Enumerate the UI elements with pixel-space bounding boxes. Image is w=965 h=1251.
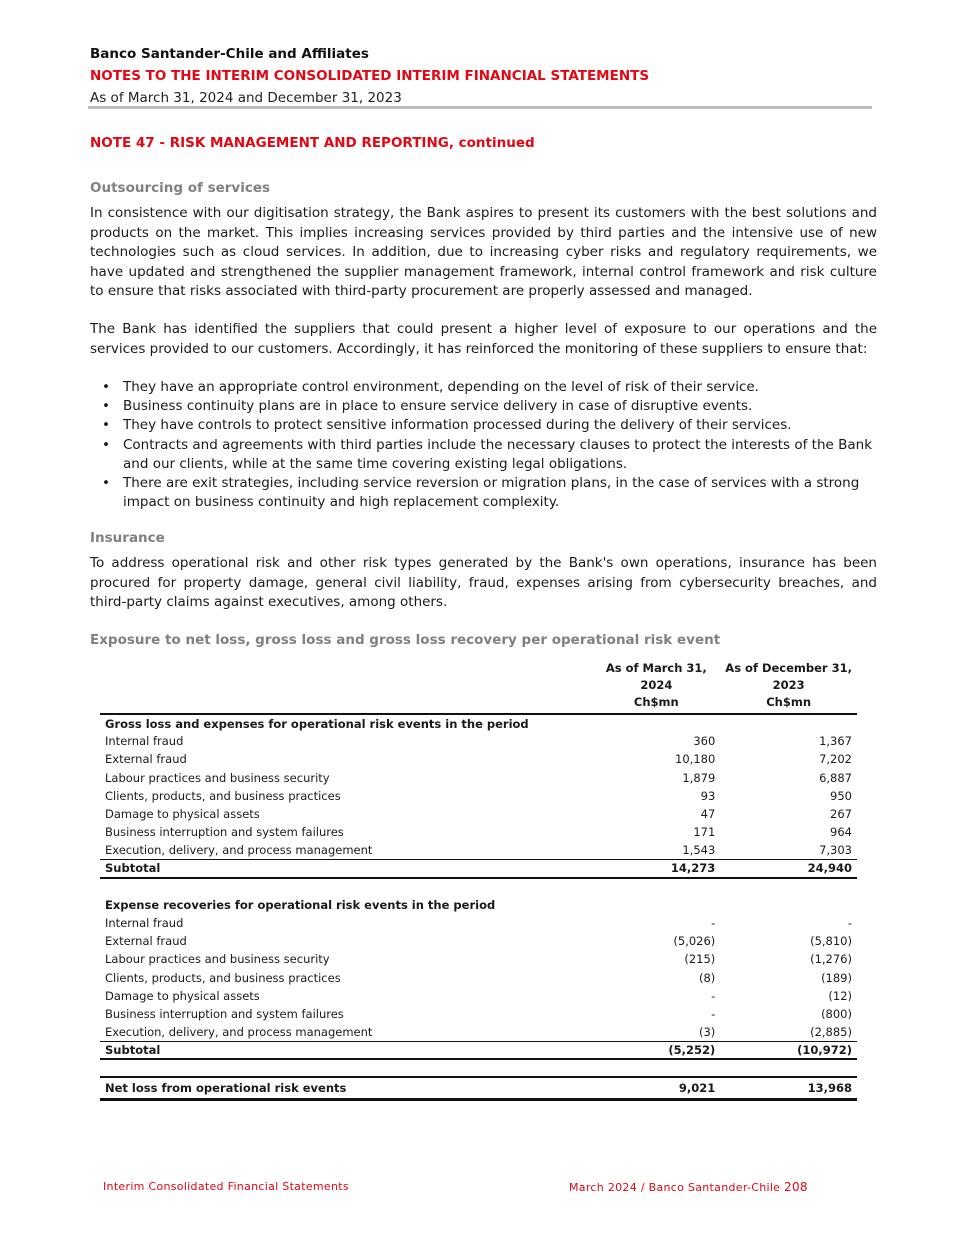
list-item: • They have an appropriate control environment, depending on the level of risk of their service. — [90, 378, 877, 397]
bullet-icon: • — [102, 398, 110, 415]
net-loss-row: Net loss from operational risk events 9,021 13,968 — [100, 1077, 857, 1099]
bullet-icon: • — [102, 379, 110, 395]
insurance-title: Insurance — [90, 530, 165, 546]
note-title: NOTE 47 - RISK MANAGEMENT AND REPORTING, continued — [90, 135, 535, 151]
recoveries-section-heading: Expense recoveries for operational risk events in the period — [105, 897, 496, 912]
list-item: • They have controls to protect sensitive information processed during the delivery of their services. — [90, 416, 877, 435]
recoveries-subtotal-row: Subtotal (5,252) (10,972) — [100, 1041, 857, 1059]
column-header-2024: As of March 31, 2024 Ch$mn — [592, 660, 720, 714]
footer-left: Interim Consolidated Financial Statements — [103, 1180, 349, 1193]
table-header-row — [100, 660, 857, 714]
list-item: • There are exit strategies, including service reversion or migration plans, in the case of services with a strong impact on business continuity and high replacement complexity. — [102, 475, 860, 511]
table-row: Damage to physical assets - (12) — [105, 988, 852, 1003]
table-row: Business interruption and system failures 171 964 — [105, 825, 852, 840]
table-row: Execution, delivery, and process management 1,543 7,303 — [105, 843, 852, 858]
supplier-requirements-list — [90, 378, 877, 512]
gross-subtotal-row: Subtotal 14,273 24,940 — [100, 860, 857, 878]
table-row: Execution, delivery, and process management (3) (2,885) — [105, 1024, 852, 1039]
outsourcing-paragraph-2: The Bank has identified the suppliers that could present a higher level of exposure to our operations and the services provided to our customers. Accordingly, it has reinforced the monitoring of these suppliers to ensure that: — [90, 321, 877, 357]
insurance-paragraph: To address operational risk and other risk types generated by the Bank's own operations, insurance has been procured for property damage, general civil liability, fraud, expenses arising from cybersecurity breaches, and third-party claims against executives, among others. — [90, 555, 877, 610]
table-row: Internal fraud - - — [105, 915, 852, 930]
notes-title: NOTES TO THE INTERIM CONSOLIDATED INTERIM FINANCIAL STATEMENTS — [90, 68, 650, 84]
table-row: Labour practices and business security (215) (1,276) — [105, 952, 852, 967]
bullet-icon: • — [102, 417, 110, 434]
bullet-icon: • — [102, 475, 110, 492]
as-of-date: As of March 31, 2024 and December 31, 2023 — [90, 90, 402, 106]
bullet-icon: • — [102, 436, 110, 453]
table-row: Clients, products, and business practices (8) (189) — [105, 970, 852, 985]
outsourcing-paragraph-1: In consistence with our digitisation strategy, the Bank aspires to present its customers with the best solutions and products on the market. This implies increasing services provided by third parties and the intensive use of new technologies such as cloud services. In addition, due to increasing cyber risks and regulatory requirements, we have updated and strengthened the supplier management framework, internal control framework and risk culture to ensure that risks associated with third-party procurement are properly assessed and managed. — [90, 205, 877, 299]
column-header-2023: As of December 31, 2023 Ch$mn — [720, 660, 857, 714]
table-row: Clients, products, and business practices 93 950 — [105, 788, 852, 803]
list-item: • Business continuity plans are in place to ensure service delivery in case of disruptive events. — [90, 397, 877, 416]
page-number: 208 — [784, 1180, 808, 1194]
table-row: Internal fraud 360 1,367 — [105, 734, 852, 749]
exposure-table — [100, 660, 857, 1101]
table-row: Damage to physical assets 47 267 — [105, 807, 852, 822]
table-row: Business interruption and system failures - (800) — [105, 1006, 852, 1021]
table-row: External fraud (5,026) (5,810) — [105, 934, 852, 949]
list-item: • Contracts and agreements with third parties include the necessary clauses to protect the interests of the Bank and our clients, while at the same time covering existing legal obligations. — [102, 436, 873, 472]
gross-section-heading: Gross loss and expenses for operational risk events in the period — [105, 716, 529, 731]
exposure-title: Exposure to net loss, gross loss and gross loss recovery per operational risk event — [90, 632, 721, 648]
footer-right: March 2024 / Banco Santander-Chile 208 — [569, 1180, 808, 1194]
outsourcing-title: Outsourcing of services — [90, 180, 271, 196]
company-name: Banco Santander-Chile and Affiliates — [90, 46, 369, 62]
table-row: Labour practices and business security 1,879 6,887 — [105, 770, 852, 785]
table-row: External fraud 10,180 7,202 — [105, 752, 852, 767]
header-divider — [88, 106, 872, 109]
